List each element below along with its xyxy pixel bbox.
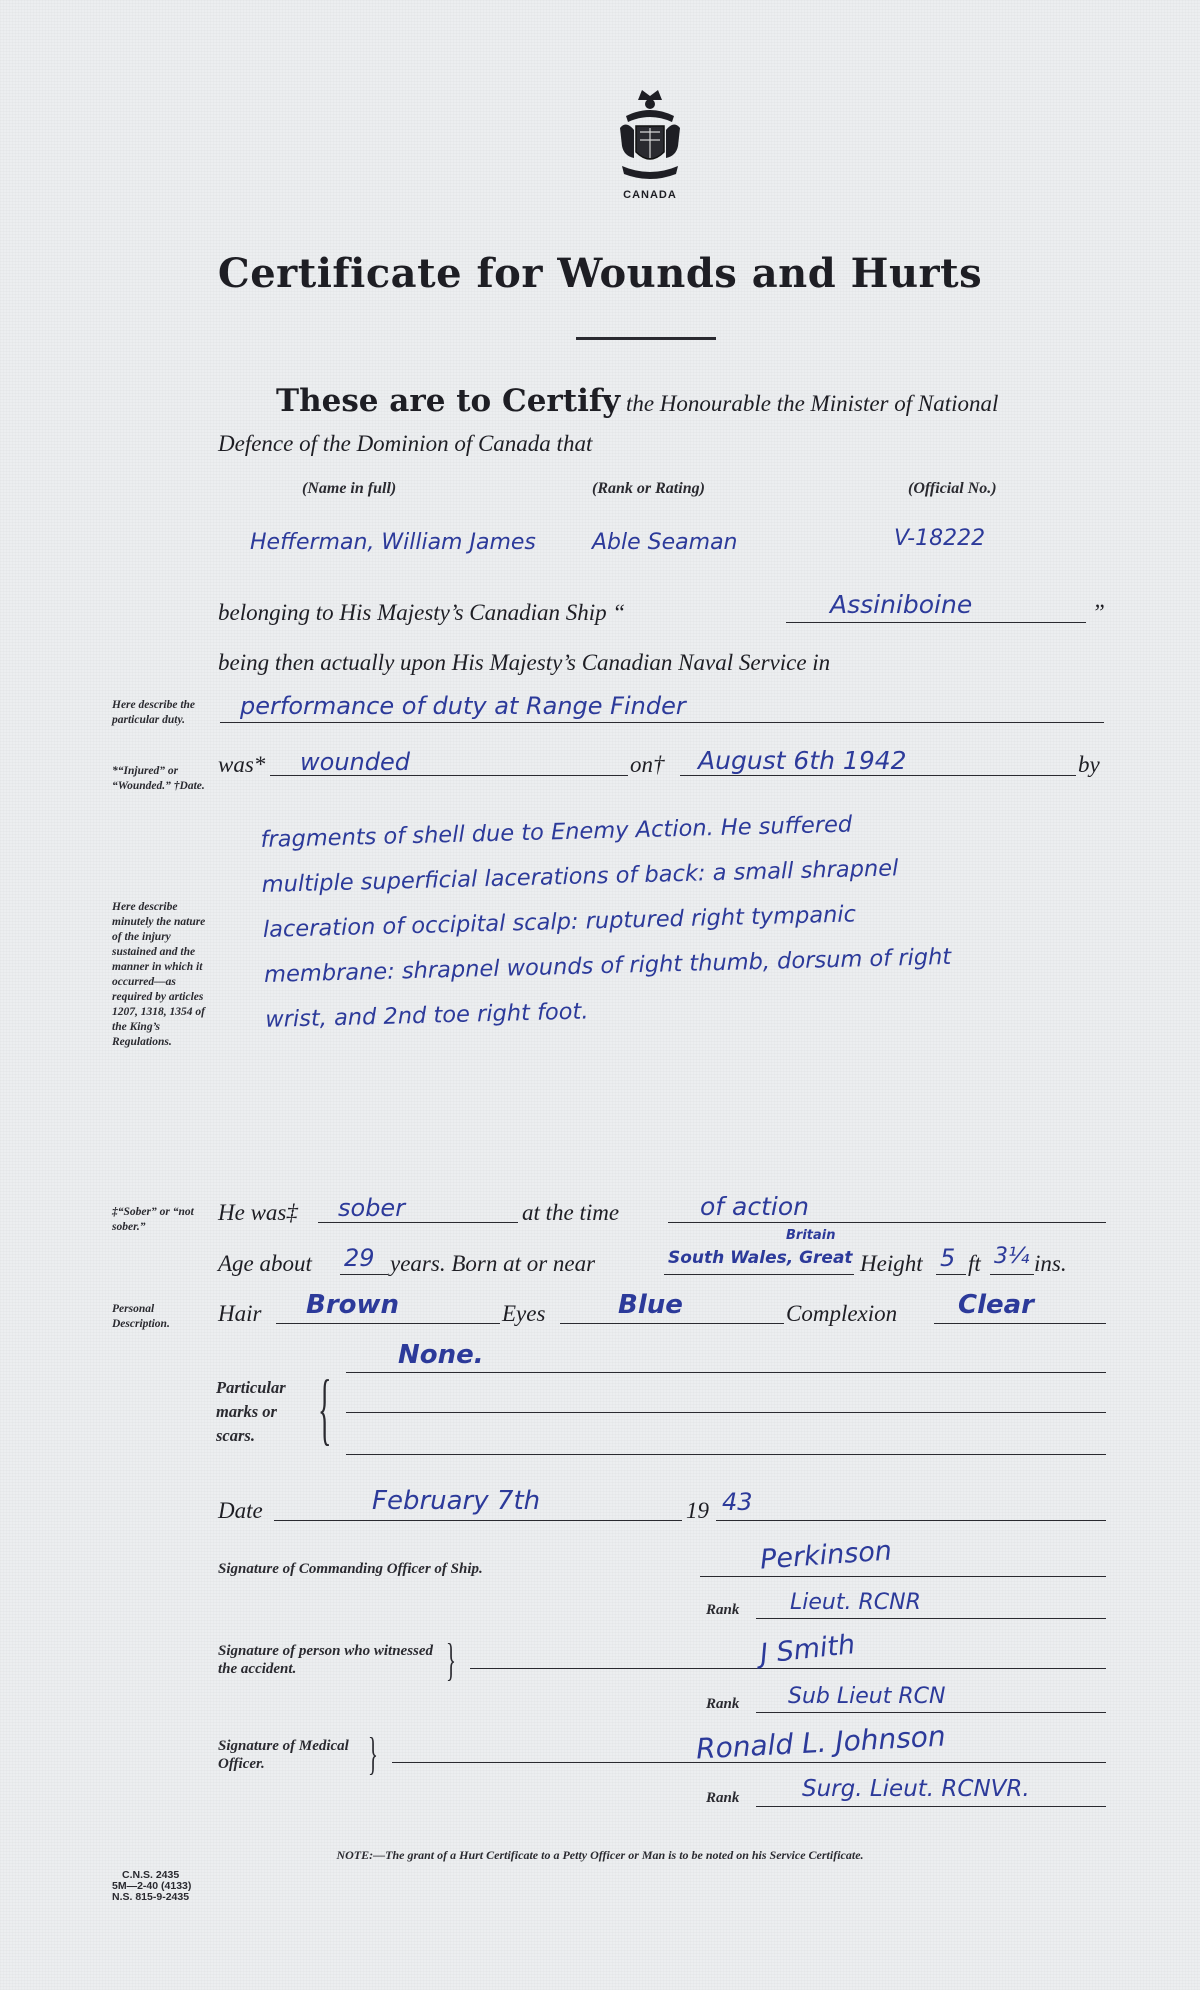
born-entry-above: Britain (786, 1228, 836, 1243)
margin-note-injured: *“Injured” or “Wounded.” †Date. (112, 765, 205, 792)
margin-note-duty: Here describe the particular duty. (112, 699, 196, 726)
ft-label: ft (968, 1251, 981, 1276)
ins-label: ins. (1034, 1251, 1067, 1276)
eyes-entry: Blue (618, 1290, 683, 1320)
born-entry: South Wales, Great (668, 1248, 853, 1268)
complexion-entry: Clear (958, 1290, 1034, 1320)
official-number-entry: V-18222 (894, 526, 986, 551)
description-line: wrist, and 2nd toe right foot. (264, 998, 589, 1033)
form-code-line: N.S. 815-9-2435 (112, 1891, 190, 1903)
description-line: laceration of occipital scalp: ruptured right tympanic (262, 901, 857, 943)
hair-label: Hair (218, 1301, 262, 1326)
marks-brace: { (318, 1365, 332, 1453)
marks-line-3 (346, 1454, 1106, 1455)
year-line (716, 1520, 1106, 1521)
hair-line (276, 1323, 500, 1324)
witness-signature-line (470, 1668, 1106, 1669)
col-name-in-full: (Name in full) (302, 480, 397, 497)
ship-line (786, 622, 1086, 623)
marks-entry: None. (398, 1340, 484, 1370)
col-official-no: (Official No.) (908, 480, 997, 497)
title-rule (576, 337, 716, 340)
height-ft-entry: 5 (940, 1244, 956, 1272)
description-line: fragments of shell due to Enemy Action. He suffered (260, 811, 853, 853)
complexion-label: Complexion (786, 1301, 898, 1326)
description-line: multiple superficial lacerations of back: a small shrapnel (261, 855, 899, 898)
medical-rank-entry: Surg. Lieut. RCNVR. (802, 1776, 1030, 1802)
year-prefix: 19 (686, 1498, 709, 1523)
born-label: years. Born at or near (390, 1251, 596, 1276)
height-ft-line (936, 1274, 966, 1275)
form-code (112, 1870, 191, 1903)
date-line (274, 1520, 682, 1521)
medical-rank-label: Rank (706, 1790, 740, 1806)
medical-label: Signature of Medical Officer. (218, 1738, 349, 1772)
ship-label: belonging to His Majesty’s Canadian Ship “ (218, 600, 626, 625)
height-in-entry: 3¼ (994, 1244, 1030, 1269)
co-signature: Perkinson (759, 1535, 893, 1576)
injury-description (260, 800, 953, 1043)
footer-note: NOTE:—The grant of a Hurt Certificate to a Petty Officer or Man is to be noted on his Service Certificate. (336, 1848, 864, 1862)
form-code-line: 5M—2-40 (4133) (112, 1880, 192, 1892)
canada-crest (612, 86, 688, 204)
coat-of-arms-icon (612, 86, 688, 186)
marks-label: Particular marks or scars. (216, 1378, 286, 1445)
co-rank-label: Rank (706, 1602, 740, 1618)
marks-line-1 (346, 1372, 1106, 1373)
co-signature-line (700, 1576, 1106, 1577)
duty-entry: performance of duty at Range Finder (240, 692, 686, 720)
status-entry: wounded (300, 748, 410, 776)
height-in-line (990, 1274, 1034, 1275)
hair-entry: Brown (306, 1290, 400, 1320)
intro-rest-1: the Honourable the Minister of National (625, 391, 999, 416)
date-label: Date (218, 1498, 263, 1523)
margin-note-describe: Here describe minutely the nature of the injury sustained and the manner in which it occurred—as required by articles 1207, 1318, 1354 of the King’s Regulations. (112, 901, 206, 1048)
time-line (668, 1222, 1106, 1223)
service-line: being then actually upon His Majesty’s Canadian Naval Service in (218, 650, 831, 675)
margin-note-sober: ‡“Sober” or “not sober.” (112, 1206, 194, 1233)
on-label: on† (630, 752, 665, 777)
born-line (664, 1274, 854, 1275)
witness-rank-line (756, 1712, 1106, 1713)
he-was-label: He was‡ (218, 1200, 298, 1225)
was-label: was* (218, 752, 266, 777)
marks-line-2 (346, 1412, 1106, 1413)
ship-entry: Assiniboine (830, 590, 973, 619)
witness-label: Signature of person who witnessed the accident. (218, 1643, 434, 1677)
medical-brace: } (368, 1728, 378, 1779)
co-signature-label: Signature of Commanding Officer of Ship. (218, 1561, 483, 1577)
witness-brace: } (446, 1634, 456, 1685)
form-code-line: C.N.S. 2435 (122, 1869, 180, 1881)
complexion-line (934, 1323, 1106, 1324)
name-entry: Hefferman, William James (250, 530, 536, 555)
intro-lead: These are to Certify (276, 383, 621, 419)
height-label: Height (860, 1251, 923, 1276)
medical-signature: Ronald L. Johnson (695, 1719, 947, 1766)
time-entry: of action (700, 1192, 809, 1221)
col-rank-or-rating: (Rank or Rating) (592, 480, 705, 497)
age-entry: 29 (344, 1244, 375, 1272)
age-line (340, 1274, 388, 1275)
co-rank-entry: Lieut. RCNR (790, 1590, 921, 1615)
witness-rank-label: Rank (706, 1696, 740, 1712)
description-line: membrane: shrapnel wounds of right thumb, dorsum of right (263, 943, 952, 988)
by-label: by (1078, 752, 1100, 777)
date-injury-line (680, 775, 1076, 776)
date-injury-entry: August 6th 1942 (698, 746, 907, 775)
age-label: Age about (218, 1251, 312, 1276)
at-time-label: at the time (522, 1200, 620, 1225)
eyes-line (560, 1323, 784, 1324)
certificate-title: Certificate for Wounds and Hurts (217, 250, 983, 297)
sobriety-line (318, 1222, 518, 1223)
intro-rest-2: Defence of the Dominion of Canada that (218, 431, 593, 456)
year-entry: 43 (722, 1488, 753, 1516)
sobriety-entry: sober (338, 1194, 406, 1222)
intro-line-1 (276, 383, 998, 419)
eyes-label: Eyes (502, 1301, 546, 1326)
witness-signature: J Smith (758, 1629, 857, 1670)
duty-line (220, 722, 1104, 723)
co-rank-line (756, 1618, 1106, 1619)
rank-entry: Able Seaman (592, 530, 738, 555)
date-entry: February 7th (372, 1486, 541, 1516)
medical-rank-line (756, 1806, 1106, 1807)
crest-label: CANADA (623, 189, 677, 201)
witness-rank-entry: Sub Lieut RCN (788, 1684, 946, 1709)
ship-quote-close: ” (1092, 600, 1105, 625)
margin-note-personal: Personal Description. (112, 1303, 170, 1330)
